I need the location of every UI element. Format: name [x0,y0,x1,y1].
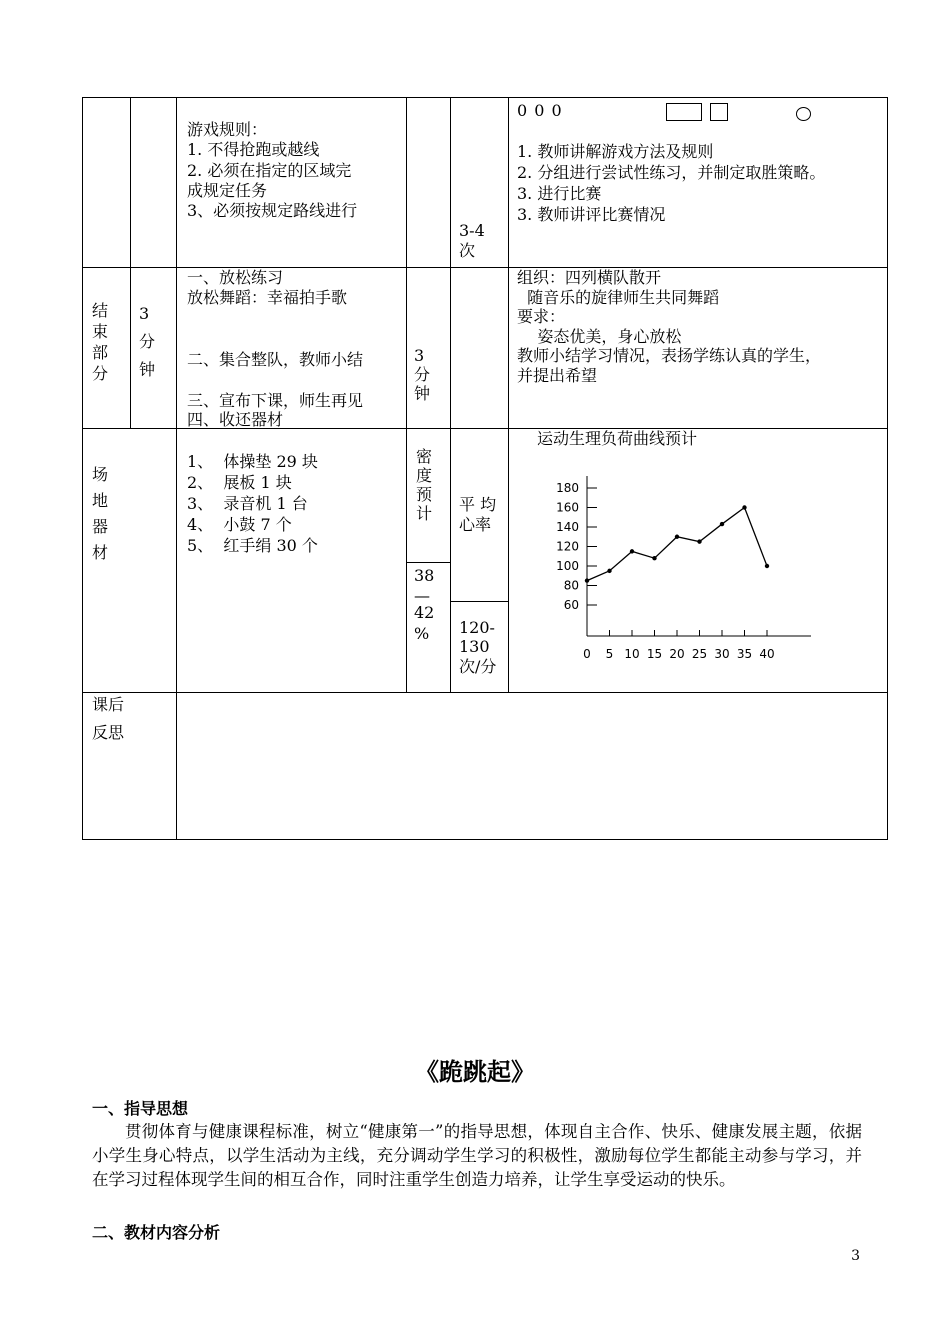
data-point [675,535,679,539]
density-label: 密度预计 [416,447,433,523]
org-line: 并提出希望 [517,366,598,385]
game-times-unit: 次 [459,241,476,260]
section-heading: 二、教材内容分析 [92,1223,221,1242]
equipment-item: 3、 录音机 1 台 [187,494,308,513]
guiding-paragraph: 贯彻体育与健康课程标准，树立“健康第一”的指导思想，体现自主合作、快乐、健康发展主题，依据小学生身心特点，以学生活动为主线，充分调动学生学习的积极性，激励每位学生都能主动参与学习，并在学习过程体现学生间的相互合作，同时注重学生创造力培养，让学生享受运动的快乐。 [92,1122,862,1189]
data-point [720,522,724,526]
content-line: 四、收还器材 [187,410,284,429]
reflection-field[interactable] [177,693,887,839]
method-line: 2. 分组进行尝试性练习，并制定取胜策略。 [517,163,826,182]
equipment-label: 场地器材 [92,465,109,562]
chart-x-ticks [583,630,774,661]
rectangle-marker-icon [666,103,702,121]
y-tick-label: 140 [556,520,579,534]
method-line: 3. 进行比赛 [517,184,602,203]
data-point [652,556,656,560]
x-tick-label: 25 [691,647,708,661]
org-line: 教师小结学习情况，表扬学练认真的学生， [517,346,822,365]
page-number: 3 [851,1248,860,1264]
density-value: — [414,586,430,605]
section-label-ending: 结束部分 [92,301,109,383]
chart-y-ticks [556,481,597,612]
heart-rate-value: 130 [459,637,490,656]
x-tick-label: 10 [624,647,640,661]
rules-line: 2. 必须在指定的区域完 [187,161,352,180]
data-point [765,564,769,568]
ending-time: 3分钟 [414,346,431,403]
org-line: 姿态优美，身心放松 [517,327,682,346]
rules-line: 成规定任务 [187,181,268,200]
org-line: 要求： [517,307,566,326]
reflection-label: 反思 [92,723,125,742]
formation-marks: 0 0 0 [517,101,563,120]
content-line: 三、宣布下课，师生再见 [187,391,364,410]
density-value: 38 [414,566,435,585]
data-point [697,539,701,543]
x-tick-label: 35 [736,647,753,661]
chart-series [585,505,769,583]
heart-rate-value: 120- [459,618,495,637]
content-line: 一、放松练习 [187,268,284,287]
reflection-label: 课后 [92,695,125,714]
y-tick-label: 160 [556,500,579,515]
square-marker-icon [710,103,728,121]
x-tick-label: 5 [605,647,614,661]
x-tick-label: 15 [646,647,663,661]
y-tick-label: 180 [556,481,579,495]
org-line: 随音乐的旋律师生共同舞蹈 [517,288,720,307]
method-line: 3. 教师讲评比赛情况 [517,205,666,224]
y-tick-label: 60 [563,598,579,612]
equipment-item: 5、 红手绢 30 个 [187,536,318,555]
data-point [630,549,634,553]
section-heading: 一、指导思想 [92,1099,189,1118]
data-point [607,569,611,573]
load-curve-chart [509,440,887,692]
circle-marker-icon [796,107,811,121]
series-line [587,508,767,581]
lesson-title: 《跪跳起》 [415,1058,535,1086]
org-line: 组织：四列横队散开 [517,268,662,287]
x-tick-label: 30 [714,647,730,661]
chart-axes [587,476,811,636]
method-line: 1. 教师讲解游戏方法及规则 [517,142,714,161]
density-value: % [414,624,430,643]
chart-title: 运动生理负荷曲线预计 [537,429,698,448]
heart-rate-label: 心率 [459,515,492,534]
section-duration: 3分钟 [139,304,156,379]
x-tick-label: 20 [669,647,685,661]
rules-line: 游戏规则： [187,120,268,139]
equipment-item: 1、 体操垫 29 块 [187,452,318,471]
data-point [742,505,746,509]
y-tick-label: 80 [563,578,579,593]
rules-line: 1. 不得抢跑或越线 [187,140,320,159]
density-value: 42 [414,603,435,622]
x-tick-label: 0 [583,647,591,661]
equipment-item: 2、 展板 1 块 [187,473,292,492]
y-tick-label: 100 [556,559,579,573]
rules-line: 3、必须按规定路线进行 [187,201,358,220]
y-tick-label: 120 [556,539,579,554]
x-tick-label: 40 [759,647,775,661]
heart-rate-label: 平 均 [459,495,497,514]
equipment-item: 4、 小鼓 7 个 [187,515,292,534]
content-line: 二、集合整队，教师小结 [187,350,364,369]
game-times: 3-4 [459,221,485,240]
content-line: 放松舞蹈：幸福拍手歌 [187,288,348,307]
heart-rate-unit: 次/分 [459,657,497,676]
data-point [585,578,589,582]
